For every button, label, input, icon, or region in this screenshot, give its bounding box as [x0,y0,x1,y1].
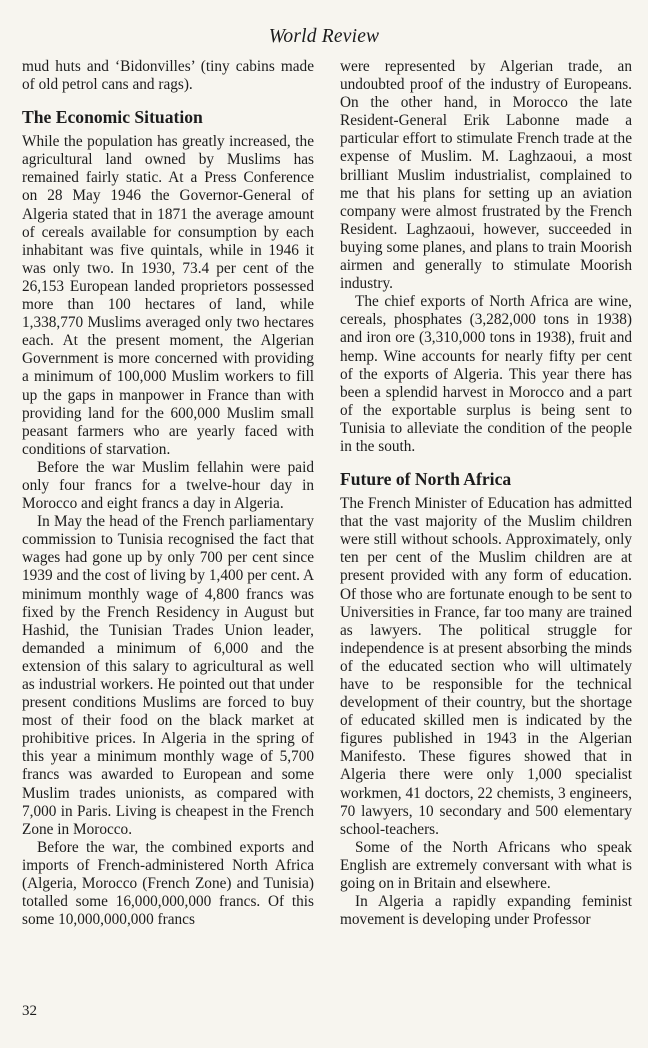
right-column [340,58,632,929]
paragraph-exports-imports: Before the war, the combined exports and imports of French-administered North Africa (Algeria, Morocco (French Zone) and Tunisia) totalled some 16,000,000,000 francs. Of this some 10,000,000,000 francs [22,838,314,929]
continued-paragraph: mud huts and ‘Bidonvilles’ (tiny cabins made of old petrol cans and rags). [22,58,314,94]
page-number: 32 [22,1003,37,1019]
paragraph-english-speakers: Some of the North Africans who speak English are extremely conversant with what is going on in Britain and elsewhere. [340,838,632,893]
paragraph-tunisia-wages: In May the head of the French parliamentary commission to Tunisia recognised the fact that wages had gone up by only 700 per cent since 1939 and the cost of living by 1,400 per cent. A minimum monthly wage of 4,800 francs was fixed by the French Residency in August but Hashid, the Tunisian Trades Union leader, demanded a minimum of 6,000 and the extension of this salary to agricultural as well as industrial workers. He pointed out that under present conditions Muslims are forced to buy most of their food on the black market at prohibitive prices. In Algeria in the spring of this year a minimum monthly wage of 5,700 francs was awarded to European and some Muslim trades unionists, as compared with 7,000 in Paris. Living is cheapest in the French Zone in Morocco. [22,513,314,838]
left-column [22,58,314,929]
paragraph-prewar-wages: Before the war Muslim fellahin were paid only four francs for a twelve-hour day in Morocco and eight francs a day in Algeria. [22,458,314,513]
section-heading-future-north-africa: Future of North Africa [340,469,512,490]
paragraph-chief-exports: The chief exports of North Africa are wine, cereals, phosphates (3,282,000 tons in 1938) and iron ore (3,310,000 tons in 1938), fruit and hemp. Wine accounts for nearly fifty per cent of the exports of Algeria. This year there has been a splendid harvest in Morocco and a part of the exportable surplus is being sent to Tunisia to alleviate the condition of the people in the south. [340,293,632,455]
section-heading-economic-situation: The Economic Situation [22,107,203,128]
paragraph-feminist-movement: In Algeria a rapidly expanding feminist movement is developing under Professor [340,893,632,929]
continued-paragraph: were represented by Algerian trade, an undoubted proof of the industry of Europeans. On the other hand, in Morocco the late Resident-General Erik Labonne made a particular effort to stimulate French trade at the expense of Muslim. M. Laghzaoui, a most brilliant Muslim industrialist, complained to me that his plans for setting up an aviation company were almost frustrated by the French Resident. Laghzaoui, however, succeeded in buying some planes, and plans to train Moorish airmen and generally to stimulate Moorish industry. [340,58,632,293]
running-header: World Review [268,26,380,47]
paragraph-land-ownership: While the population has greatly increased, the agricultural land owned by Muslims has remained fairly static. At a Press Conference on 28 May 1946 the Governor-General of Algeria stated that in 1871 the average amount of cereals available for consumption by each inhabitant was five quintals, while in 1946 it was only two. In 1930, 73.4 per cent of the 26,153 European landed proprietors possessed more than 100 hectares of land, while 1,338,770 Muslims averaged only two hectares each. At the present moment, the Algerian Government is more concerned with providing a minimum of 100,000 Muslim workers to fill up the gaps in manpower in France than with providing land for the 600,000 Muslim small peasant farmers who are yearly faced with conditions of starvation. [22,133,314,458]
paragraph-education: The French Minister of Education has admitted that the vast majority of the Muslim children were still without schools. Approximately, only ten per cent of the Muslim children are at present provided with any form of education. Of those who are fortunate enough to be sent to Universities in France, far too many are trained as lawyers. The political struggle for independence is at present absorbing the minds of the educated section who will ultimately have to be responsible for the technical development of their country, but the shortage of educated skilled men is indicated by the figures published in 1943 in the Algerian Manifesto. These figures showed that in Algeria there were only 1,000 specialist workmen, 41 doctors, 22 chemists, 3 engineers, 70 lawyers, 10 secondary and 500 elementary school-teachers. [340,495,632,838]
